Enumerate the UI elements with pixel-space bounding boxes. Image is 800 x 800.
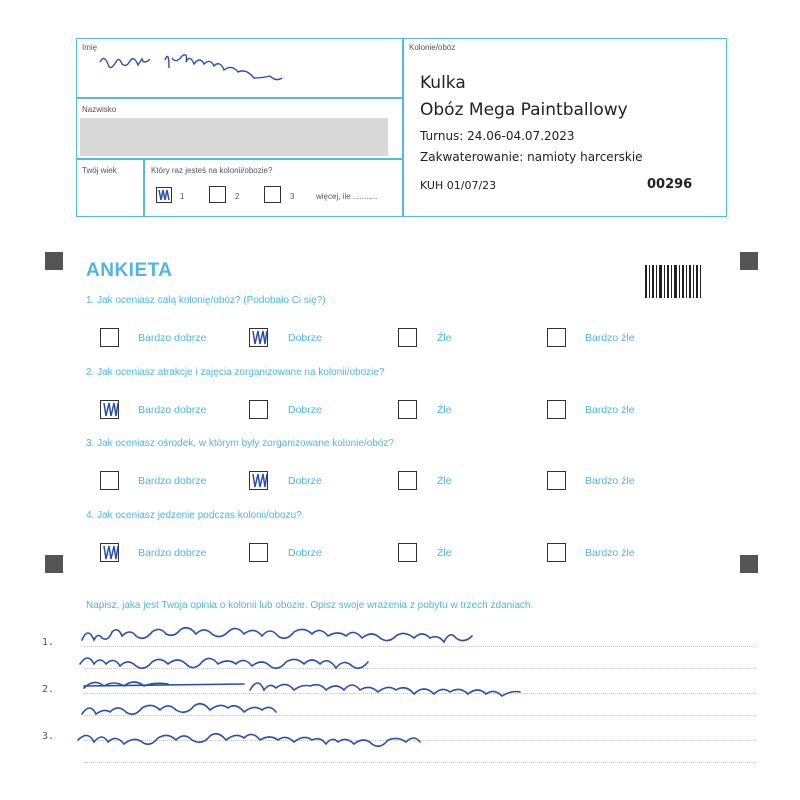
- camp-number: 00296: [647, 177, 693, 192]
- times-more-label: więcej, ile ...........: [316, 192, 378, 201]
- question-3: 3. Jak oceniasz ośrodek, w którym były zorganizowane kolonie/obóz?: [86, 438, 394, 449]
- times-label: Który raz jesteś na kolonii/obozie?: [151, 166, 273, 175]
- question-4: 4. Jak oceniasz jedzenie podczas kolonii/obozu?: [86, 510, 302, 521]
- age-label: Twój wiek: [82, 166, 117, 175]
- surname-label: Nazwisko: [82, 105, 117, 114]
- q4-option-good: Dobrze: [288, 547, 322, 559]
- times-option-1: 1: [180, 192, 185, 201]
- times-option-3: 3: [290, 192, 295, 201]
- q2-option-bad: Źle: [437, 404, 452, 416]
- q1-option-very-bad: Bardzo źle: [585, 332, 635, 344]
- q2-option-very-bad: Bardzo źle: [585, 404, 635, 416]
- times-option-2: 2: [235, 192, 240, 201]
- q1-option-bad: Źle: [437, 332, 452, 344]
- q4-option-very-good: Bardzo dobrze: [138, 547, 207, 559]
- q3-option-very-bad: Bardzo źle: [585, 475, 635, 487]
- question-2: 2. Jak oceniasz atrakcje i zajęcia zorganizowane na kolonii/obozie?: [86, 367, 385, 378]
- camp-title: Obóz Mega Paintballowy: [420, 100, 628, 120]
- line-number-2: 2.: [42, 684, 55, 695]
- q1-option-good: Dobrze: [288, 332, 322, 344]
- camp-code: KUH 01/07/23: [420, 179, 497, 192]
- camp-label: Kolonie/obóz: [409, 43, 456, 52]
- q4-option-bad: Źle: [437, 547, 452, 559]
- opinion-instruction: Napisz, jaka jest Twoja opinia o kolonii lub obozie. Opisz swoje wrażenia z pobytu w trzech zdaniach.: [86, 600, 534, 611]
- name-label: Imię: [82, 43, 98, 52]
- q3-option-very-good: Bardzo dobrze: [138, 475, 207, 487]
- q2-option-good: Dobrze: [288, 404, 322, 416]
- camp-lodging: Zakwaterowanie: namioty harcerskie: [420, 150, 643, 164]
- survey-title: ANKIETA: [86, 260, 173, 281]
- q4-option-very-bad: Bardzo źle: [585, 547, 635, 559]
- camp-term: Turnus: 24.06-04.07.2023: [420, 129, 575, 143]
- q3-option-good: Dobrze: [288, 475, 322, 487]
- q2-option-very-good: Bardzo dobrze: [138, 404, 207, 416]
- line-number-1: 1.: [42, 637, 55, 648]
- camp-name: Kulka: [420, 73, 466, 93]
- line-number-3: 3.: [42, 731, 55, 742]
- question-1: 1. Jak oceniasz całą kolonię/obóz? (Podobało Ci się?): [86, 295, 326, 306]
- q1-option-very-good: Bardzo dobrze: [138, 332, 207, 344]
- q3-option-bad: Źle: [437, 475, 452, 487]
